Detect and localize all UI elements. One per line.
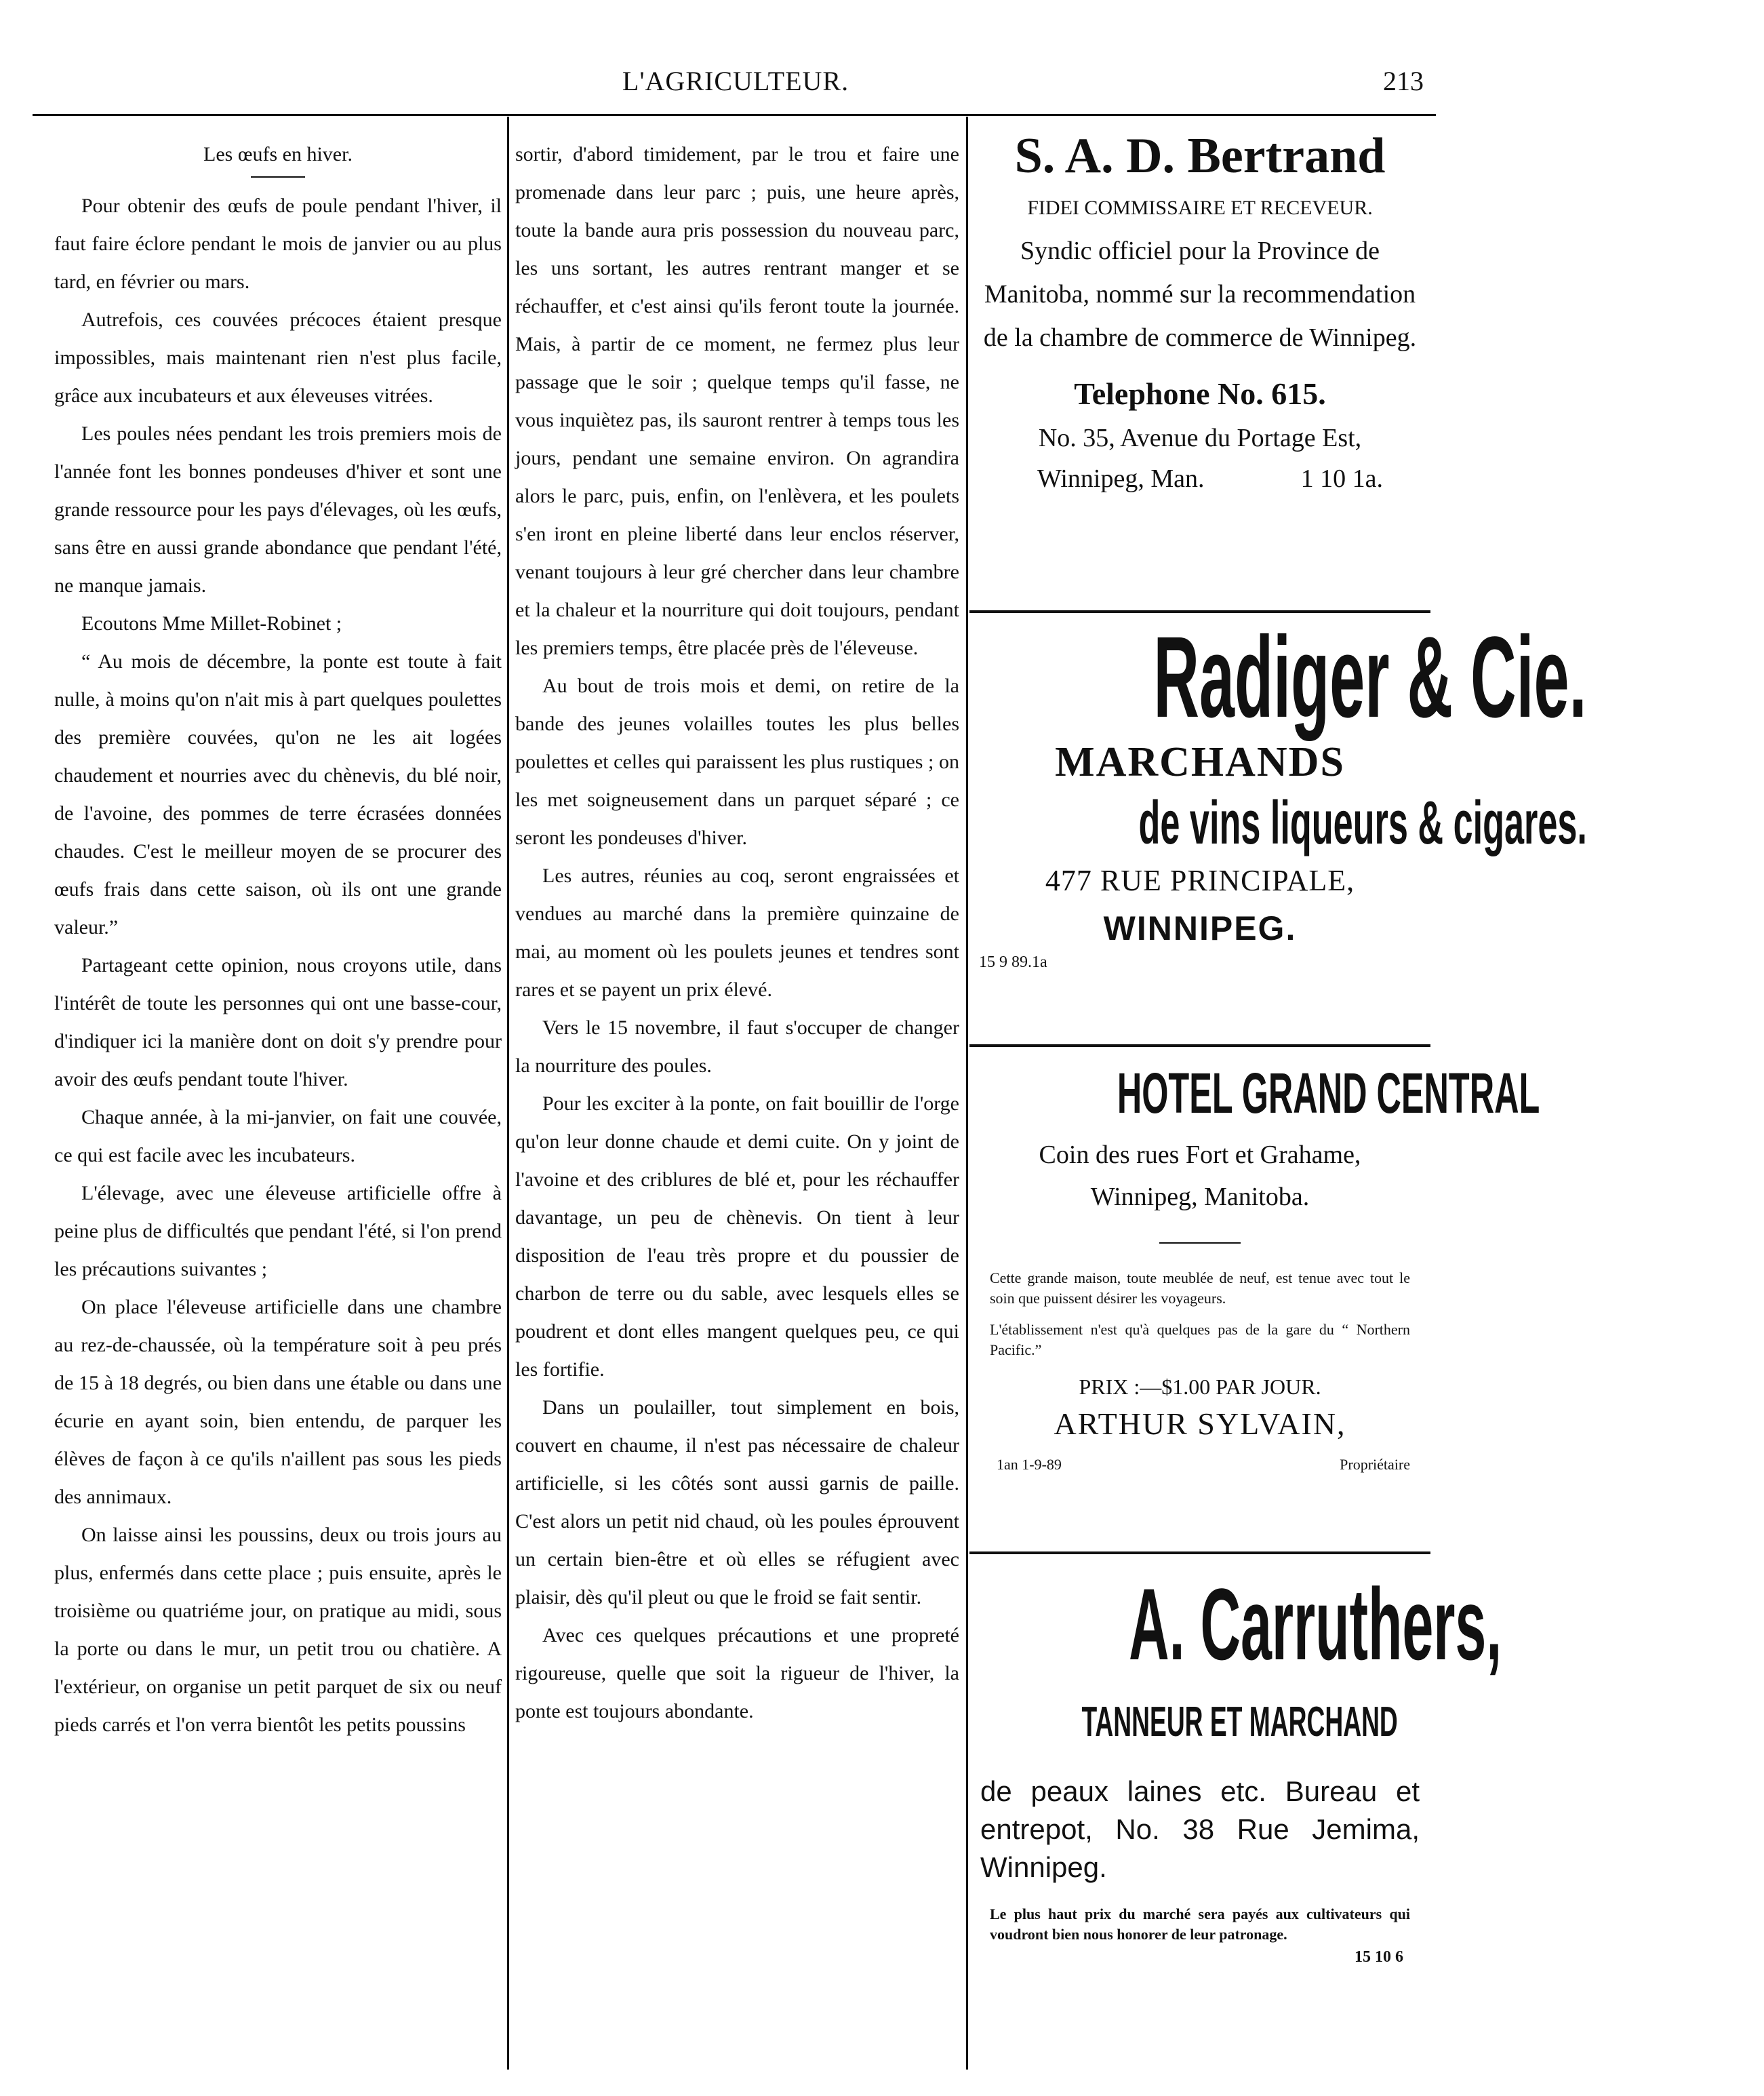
- ad-hotel-owner-title: Propriétaire: [1340, 1456, 1410, 1473]
- ad-bertrand-address: No. 35, Avenue du Portage Est,: [1038, 424, 1362, 452]
- ad-hotel-desc2: L'établissement n'est qu'à quelques pas de la gare du “ Northern Pacific.”: [990, 1321, 1410, 1358]
- article-title: Les œufs en hiver.: [203, 143, 353, 165]
- ad-radiger-name: Radiger & Cie.: [1153, 613, 1587, 742]
- article-column-2: [515, 136, 959, 1731]
- paragraph: Avec ces quelques précautions et une propreté rigoureuse, quelle que soit la rigueur de l'hiver, la ponte est toujours abondante.: [515, 1624, 959, 1722]
- paragraph: Vers le 15 novembre, il faut s'occuper de changer la nourriture des poules.: [515, 1016, 959, 1077]
- paragraph: Pour les exciter à la ponte, on fait bouillir de l'orge qu'on leur donne chaude et demi cuite. On y joint de l'avoine et des criblures de blé et, pour les réchauffer davantage, un peu de chènevis. On tient à leur disposition de l'eau très propre et du poussier de charbon de terre ou du sable, avec lesquels elles se poudrent et dont elles mangent quelques peu, ce qui les fortifie.: [515, 1092, 959, 1381]
- ad-bertrand-city: Winnipeg, Man.: [1037, 464, 1205, 493]
- ad-radiger-city: WINNIPEG.: [1103, 909, 1297, 947]
- ad-hotel: [976, 1047, 1540, 1551]
- paragraph: Chaque année, à la mi-janvier, on fait une couvée, ce qui est facile avec les incubateurs.: [54, 1106, 502, 1166]
- paragraph: “ Au mois de décembre, la ponte est toute à fait nulle, à moins qu'on n'ait mis à part quelques poulettes des première couvées, qu'on ne les ait logées chaudement et nourries avec du chènevis, du blé noir, de l'avoine, des pommes de terre écrasées données chaudes. C'est le meilleur moyen de se procurer des œufs frais dans cette saison, où ils ont une grande valeur.”: [54, 650, 502, 938]
- paragraph: sortir, d'abord timidement, par le trou et faire une promenade dans leur parc ; puis, une heure après, toute la bande aura pris possession du nouveau parc, les uns sortant, les autres rentrant manger et se réchauffer, et c'est ainsi qu'ils feront toute la journée. Mais, à partir de ce moment, ne fermez plus leur passage que le soir ; quelque temps qu'il fasse, ne vous inquiètez pas, ils sauront rentrer à temps tous les jours, pendant une semaine environ. On agrandira alors le parc, puis, enfin, on l'enlèvera, et les poulets s'en iront en pleine liberté dans leur enclos réserver, venant toujours à leur gré chercher dans leur chambre et la chaleur et la nourriture qui doit toujours, pendant les premiers temps, être placée près de l'éleveuse.: [515, 143, 959, 659]
- column-divider-2: [966, 117, 968, 2070]
- ad-hotel-location1: Coin des rues Fort et Grahame,: [1039, 1141, 1361, 1169]
- ad-radiger: [976, 613, 1587, 1044]
- ad-hotel-owner: ARTHUR SYLVAIN,: [1054, 1406, 1346, 1441]
- ad-bertrand-description: Syndic officiel pour la Province de Manitoba, nommé sur la recommendation de la chambre de commerce de Winnipeg.: [983, 237, 1417, 352]
- title-rule: [251, 176, 305, 178]
- column-divider-1: [507, 117, 509, 2070]
- ad-bertrand-name: S. A. D. Bertrand: [1014, 128, 1386, 184]
- ad-hotel-date: 1an 1-9-89: [997, 1456, 1062, 1473]
- page-header: [47, 65, 1424, 119]
- ad-radiger-goods: de vins liqueurs & cigares.: [1138, 789, 1587, 857]
- paragraph: On place l'éleveuse artificielle dans une chambre au rez-de-chaussée, où la température soit à peu prés de 15 à 18 degrés, ou bien dans une étable ou dans une écurie en ayant soin, bien entendu, de parquer les élèves de façon à ce qu'ils n'aillent pas sous les pieds des annimaux.: [54, 1296, 502, 1508]
- ad-bertrand-code: 1 10 1a.: [1300, 464, 1383, 493]
- advertisements-column: [976, 122, 1587, 2029]
- paragraph: On laisse ainsi les poussins, deux ou trois jours au plus, enfermés dans cette place ; puis ensuite, après le troisième ou quatriéme jour, on pratique au midi, sous la porte ou dans le mur, un petit trou ou chatière. A l'extérieur, on organise un petit parquet de six ou neuf pieds carrés et l'on verra bientôt les petits poussins: [54, 1524, 502, 1736]
- ad-hotel-rule: [1159, 1242, 1241, 1244]
- paragraph: Pour obtenir des œufs de poule pendant l'hiver, il faut faire éclore pendant le mois de janvier ou au plus tard, en février ou mars.: [54, 195, 502, 293]
- ad-radiger-code: 15 9 89.1a: [979, 953, 1047, 971]
- paragraph: Partageant cette opinion, nous croyons utile, dans l'intérêt de toute les personnes qui ont une basse-cour, d'indiquer ici la manière dont on doit s'y prendre pour avoir des œufs pendant toute l'hiver.: [54, 954, 502, 1090]
- ad-radiger-address: 477 RUE PRINCIPALE,: [1045, 864, 1355, 897]
- ad-hotel-location2: Winnipeg, Manitoba.: [1090, 1183, 1310, 1211]
- ad-bertrand: [976, 122, 1424, 610]
- ad-carruthers-note: Le plus haut prix du marché sera payés aux cultivateurs qui voudront bien nous honorer de leur patronage.: [990, 1905, 1410, 1943]
- article-column-1: [54, 136, 502, 1744]
- page-number: 213: [1383, 66, 1424, 96]
- paragraph: Autrefois, ces couvées précoces étaient presque impossibles, mais maintenant rien n'est plus facile, grâce aux incubateurs et aux éleveuses vitrées.: [54, 309, 502, 407]
- ad-bertrand-role: FIDEI COMMISSAIRE ET RECEVEUR.: [1027, 197, 1373, 219]
- paragraph: L'élevage, avec une éleveuse artificielle offre à peine plus de difficultés que pendant l'été, si l'on prend les précautions suivantes ;: [54, 1182, 502, 1280]
- paragraph: Au bout de trois mois et demi, on retire de la bande des jeunes volailles toutes les plus belles poulettes et celles qui paraissent les plus rustiques ; on les met soigneusement dans un parquet séparé ; ce seront les pondeuses d'hiver.: [515, 675, 959, 849]
- ad-hotel-price: PRIX :—$1.00 PAR JOUR.: [1079, 1375, 1321, 1399]
- publication-title: L'AGRICULTEUR.: [622, 66, 849, 96]
- ad-carruthers-description: de peaux laines etc. Bureau et entrepot, No. 38 Rue Jemima, Winnipeg.: [980, 1775, 1420, 1883]
- paragraph: Les autres, réunies au coq, seront engraissées et vendues au marché dans la première quinzaine de mai, au moment où les poulets jeunes et tendres sont rares et se payent un prix élevé.: [515, 865, 959, 1001]
- ad-radiger-type: MARCHANDS: [1055, 739, 1345, 785]
- paragraph: Les poules nées pendant les trois premiers mois de l'année font les bonnes pondeuses d'hiver et sont une grande ressource pour les pays d'élevages, où les œufs, sans être en aussi grande abondance que pendant l'été, ne manque jamais.: [54, 422, 502, 597]
- ad-carruthers: [976, 1554, 1502, 2029]
- ad-carruthers-code: 15 10 6: [1355, 1948, 1403, 1966]
- ad-hotel-desc1: Cette grande maison, toute meublée de neuf, est tenue avec tout le soin que puissent désirer les voyageurs.: [990, 1269, 1410, 1307]
- ad-carruthers-trade: TANNEUR ET MARCHAND: [1081, 1699, 1398, 1745]
- ad-carruthers-name: A. Carruthers,: [1129, 1567, 1502, 1681]
- ad-bertrand-telephone: Telephone No. 615.: [1074, 376, 1326, 411]
- header-rule: [33, 114, 1436, 116]
- paragraph: Ecoutons Mme Millet-Robinet ;: [81, 612, 342, 635]
- ad-hotel-name: HOTEL GRAND CENTRAL: [1117, 1061, 1540, 1125]
- paragraph: Dans un poulailler, tout simplement en bois, couvert en chaume, il n'est pas nécessaire de chaleur artificielle, si les côtés sont aussi garnis de paille. C'est alors un petit nid chaud, où les poules éprouvent un certain bien-être et où elles se réfugient avec plaisir, dès qu'il pleut ou que le froid se fait sentir.: [515, 1396, 959, 1608]
